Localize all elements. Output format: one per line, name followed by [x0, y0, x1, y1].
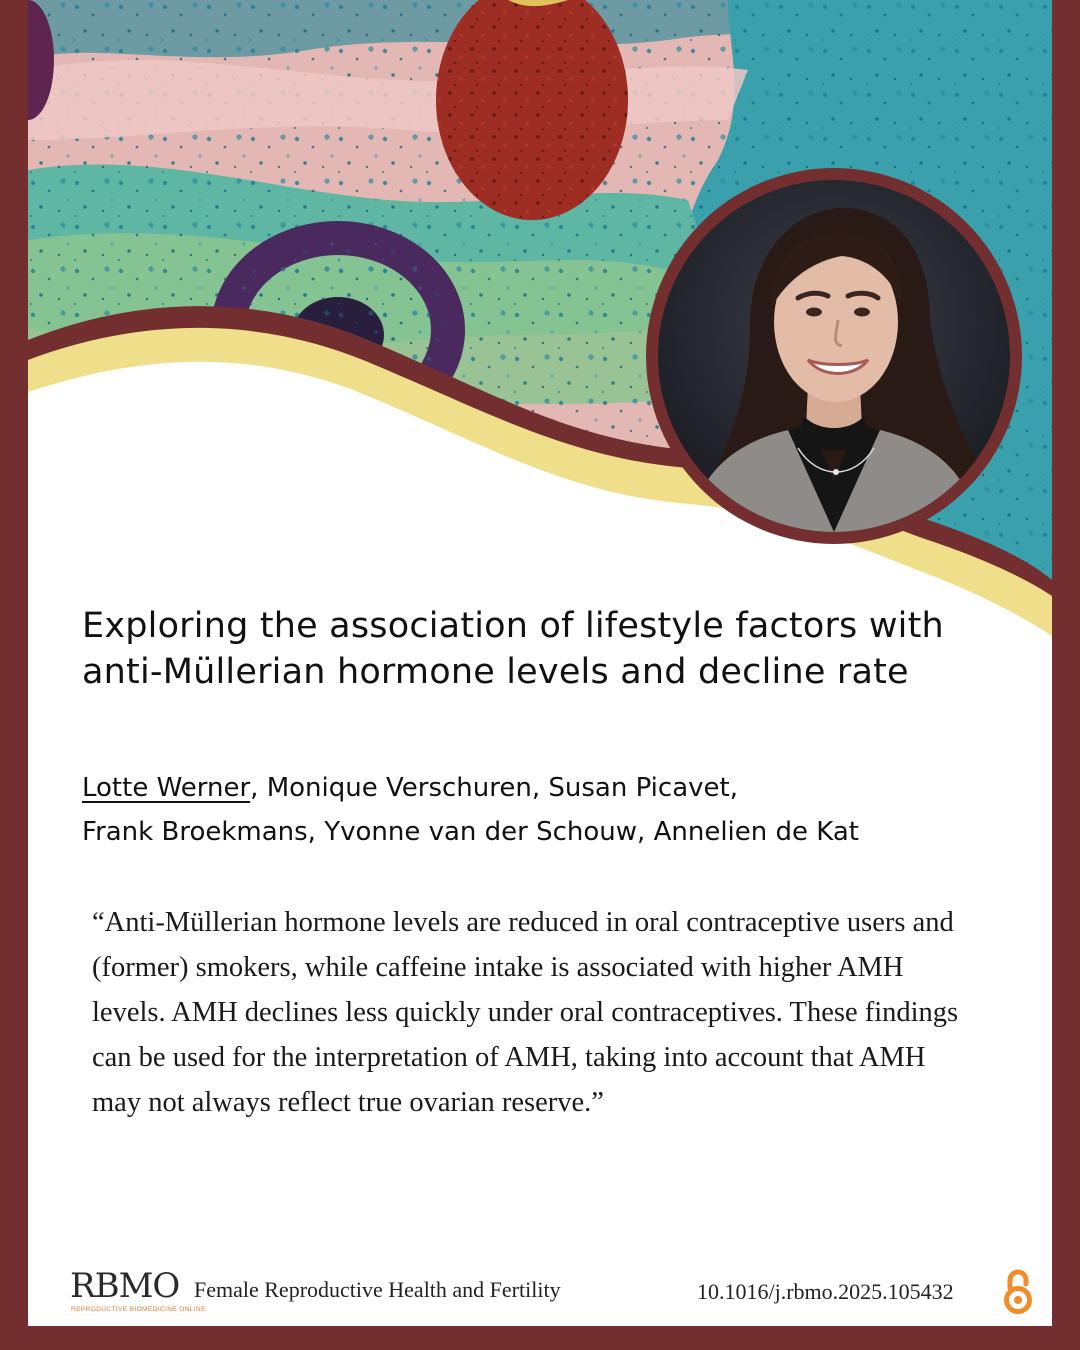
- article-title: Exploring the association of lifestyle factors with anti-Müllerian hormone levels and decline rate: [82, 606, 944, 692]
- authors-line1-rest: , Monique Verschuren, Susan Picavet,: [250, 773, 738, 803]
- author-list: [82, 766, 1042, 854]
- doi-link[interactable]: 10.1016/j.rbmo.2025.105432: [697, 1279, 954, 1304]
- footer: [28, 1262, 1052, 1322]
- authors-line2: Frank Broekmans, Yvonne van der Schouw, Annelien de Kat: [82, 817, 859, 847]
- journal-name: Female Reproductive Health and Fertility: [194, 1277, 561, 1302]
- author-photo: [658, 180, 1010, 532]
- first-author: Lotte Werner: [82, 773, 251, 803]
- author-portrait: [646, 168, 1022, 544]
- rbmo-logo-subtext: REPRODUCTIVE BIOMEDICINE ONLINE: [71, 1306, 206, 1313]
- summary-quote: “Anti-Müllerian hormone levels are reduced in oral contraceptive users and (former) smokers, while caffeine intake is associated with higher AMH levels. AMH declines less quickly under oral contraceptives. These findings can be used for the interpretation of AMH, taking into account that AMH may not always reflect true ovarian reserve.”: [92, 907, 959, 1118]
- article-card: [28, 0, 1052, 1326]
- rbmo-logo: RBMO: [70, 1266, 180, 1306]
- open-access-icon: [1003, 1268, 1033, 1316]
